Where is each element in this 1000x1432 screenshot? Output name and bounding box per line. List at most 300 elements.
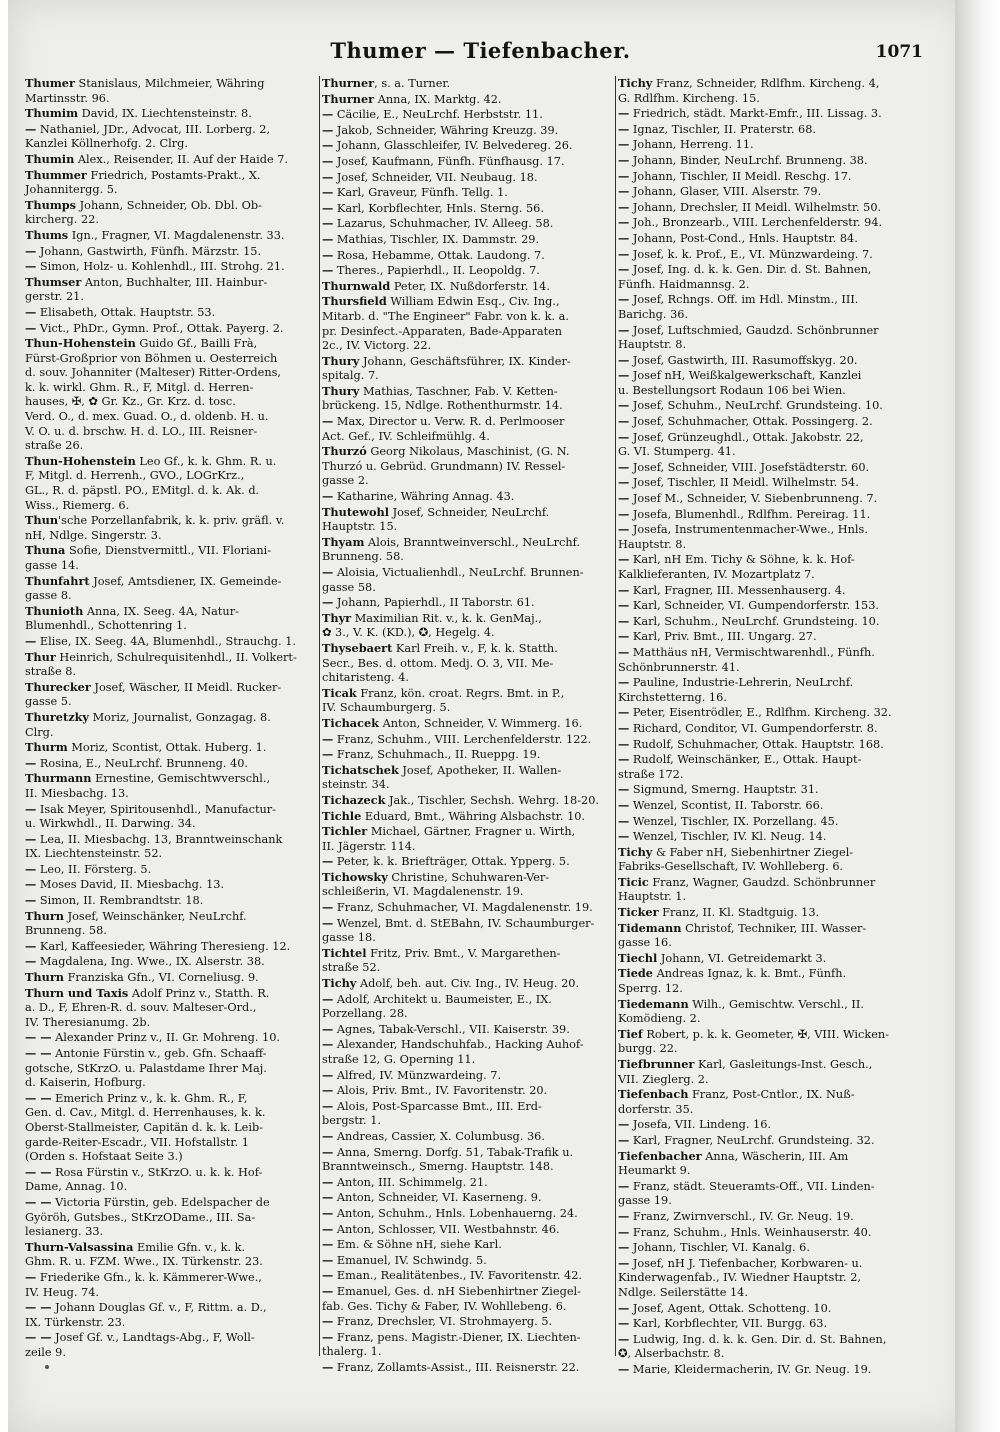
ditto-mark: — bbox=[322, 1021, 334, 1036]
entry-text: Josef, Amtsdiener, IX. Gemeinde- bbox=[89, 574, 282, 588]
directory-entry bbox=[618, 1117, 909, 1133]
ditto-mark: — bbox=[322, 1128, 334, 1143]
directory-entry bbox=[322, 1145, 611, 1161]
directory-entry bbox=[618, 1042, 909, 1057]
entry-text: William Edwin Esq., Civ. Ing., bbox=[386, 295, 560, 309]
entry-text: Johann, Herreng. 11. bbox=[629, 138, 754, 152]
directory-entry bbox=[618, 1012, 909, 1027]
entry-surname: Tichazeck bbox=[322, 792, 386, 807]
entry-text: ✿ 3., V. K. (KD.), ✪, Hegelg. 4. bbox=[322, 626, 495, 640]
directory-entry bbox=[25, 92, 315, 107]
entry-text: Friederike Gfn., k. k. Kämmerer-Wwe., bbox=[36, 1270, 262, 1284]
directory-entry bbox=[322, 763, 611, 779]
directory-entry bbox=[618, 645, 909, 661]
entry-text: Eman., Realitätenbes., IV. Favoritenstr. 42. bbox=[333, 1269, 583, 1283]
directory-entry bbox=[322, 1068, 611, 1084]
directory-entry bbox=[25, 1316, 315, 1331]
entry-surname: Tichler bbox=[322, 824, 368, 839]
entry-text: Victoria Fürstin, geb. Edelspacher de bbox=[51, 1195, 270, 1209]
ditto-mark: — bbox=[322, 263, 334, 278]
ditto-mark: — bbox=[618, 552, 630, 567]
directory-entry bbox=[25, 183, 315, 198]
entry-text: d. souv. Johanniter (Malteser) Ritter-Ordens, bbox=[25, 366, 282, 380]
directory-entry bbox=[25, 336, 315, 352]
ditto-mark: — — bbox=[25, 1330, 52, 1345]
entry-surname: Thysebaert bbox=[322, 640, 393, 655]
entry-text: Franz, kön. croat. Regrs. Bmt. in P., bbox=[356, 686, 565, 700]
directory-entry bbox=[322, 1129, 611, 1145]
ditto-mark: — bbox=[618, 414, 630, 429]
entry-text: G. VI. Stumperg. 41. bbox=[618, 445, 736, 459]
entry-surname: Thumim bbox=[25, 106, 79, 121]
directory-entry bbox=[25, 152, 315, 168]
ditto-mark: — bbox=[618, 522, 630, 537]
entry-text: G. Rdlfhm. Kircheng. 15. bbox=[618, 91, 760, 105]
entry-text: Alfred, IV. Münzwardeing. 7. bbox=[333, 1068, 502, 1082]
print-speck bbox=[45, 1365, 49, 1369]
entry-text: F, Mitgl. d. Herrenh., GVO., LOGrKrz., bbox=[25, 469, 245, 483]
ditto-mark: — bbox=[618, 137, 630, 152]
directory-entry bbox=[322, 595, 611, 611]
directory-entry bbox=[25, 589, 315, 604]
directory-entry bbox=[618, 398, 909, 414]
entry-text: Emanuel, IV. Schwindg. 5. bbox=[333, 1253, 487, 1267]
entry-text: brückeng. 15, Ndlge. Rothenthurmstr. 14. bbox=[322, 399, 563, 413]
entry-text: Elise, IX. Seeg. 4A, Blumenhdl., Strauchg. 1. bbox=[36, 634, 297, 648]
directory-entry bbox=[25, 213, 315, 228]
directory-entry bbox=[25, 543, 315, 559]
ditto-mark: — bbox=[618, 352, 630, 367]
directory-entry bbox=[322, 976, 611, 992]
ditto-mark: — bbox=[618, 1316, 630, 1331]
directory-entry bbox=[322, 1330, 611, 1346]
entry-text: Karl, Fragner, NeuLrchf. Grundsteing. 32. bbox=[629, 1133, 875, 1147]
ditto-mark: — bbox=[322, 1174, 334, 1189]
entry-text: Johann, Schneider, Ob. Dbl. Ob- bbox=[76, 198, 262, 212]
directory-entry bbox=[25, 787, 315, 802]
entry-text: Simon, Holz- u. Kohlenhdl., III. Strohg. 21. bbox=[36, 260, 285, 274]
entry-text: Adolf Prinz v., Statth. R. bbox=[128, 986, 270, 1000]
entry-text: Ign., Fragner, VI. Magdalenenstr. 33. bbox=[68, 228, 285, 242]
directory-entry bbox=[322, 701, 611, 716]
column-2 bbox=[319, 76, 615, 1374]
entry-text: Franz, Schuhm., VIII. Lerchenfelderstr. 122. bbox=[333, 732, 592, 746]
entry-surname: Tidemann bbox=[618, 920, 682, 935]
entry-text: Nathaniel, JDr., Advocat, III. Lorberg. 2, bbox=[36, 122, 271, 136]
entry-text: Mathias, Tischler, IX. Dammstr. 29. bbox=[333, 232, 540, 246]
entry-text: Franz, Schuhmach., II. Rueppg. 19. bbox=[333, 748, 541, 762]
directory-entry bbox=[25, 909, 315, 925]
directory-entry bbox=[322, 900, 611, 916]
directory-entry bbox=[322, 430, 611, 445]
entry-text: spitalg. 7. bbox=[322, 369, 379, 383]
directory-entry bbox=[322, 76, 611, 92]
entry-text: Anna, IX. Seeg. 4A, Natur- bbox=[83, 604, 239, 618]
directory-entry bbox=[322, 686, 611, 702]
ditto-mark: — bbox=[618, 1178, 630, 1193]
ditto-mark: — bbox=[25, 1269, 37, 1284]
entry-text: Brunneng. 58. bbox=[322, 550, 404, 564]
directory-entry bbox=[618, 814, 909, 830]
ditto-mark: — bbox=[322, 216, 334, 231]
directory-entry bbox=[322, 232, 611, 248]
directory-entry bbox=[618, 1332, 909, 1348]
directory-entry bbox=[322, 626, 611, 641]
directory-entry bbox=[322, 1206, 611, 1222]
directory-entry bbox=[618, 76, 909, 92]
ditto-mark: — bbox=[618, 262, 630, 277]
ditto-mark: — bbox=[322, 747, 334, 762]
entry-text: dorferstr. 35. bbox=[618, 1102, 694, 1116]
entry-surname: Thun bbox=[25, 513, 59, 528]
directory-entry bbox=[25, 122, 315, 138]
entry-text: Marie, Kleidermacherin, IV. Gr. Neug. 19. bbox=[629, 1362, 872, 1376]
entry-text: V. O. u. d. brschw. H. d. LO., III. Reisner- bbox=[25, 424, 258, 438]
directory-entry bbox=[25, 366, 315, 381]
directory-entry bbox=[618, 1225, 909, 1241]
directory-entry bbox=[25, 1001, 315, 1016]
directory-entry bbox=[25, 259, 315, 275]
directory-entry bbox=[25, 832, 315, 848]
directory-entry bbox=[618, 445, 909, 460]
entry-text: gasse 18. bbox=[322, 931, 376, 945]
entry-surname: Thurm bbox=[25, 740, 68, 755]
entry-surname: Thunioth bbox=[25, 603, 84, 618]
entry-text: Johann, Drechsler, II Meidl. Wilhelmstr. 50. bbox=[629, 200, 882, 214]
directory-entry bbox=[618, 1286, 909, 1301]
entry-text: Johann, Gastwirth, Fünfh. Märzstr. 15. bbox=[36, 244, 262, 258]
directory-entry bbox=[322, 961, 611, 976]
directory-entry bbox=[618, 231, 909, 247]
entry-text: Wenzel, Tischler, IV. Kl. Neug. 14. bbox=[629, 830, 827, 844]
ditto-mark: — bbox=[618, 1255, 630, 1270]
entry-text: Anton, Buchhalter, III. Hainbur- bbox=[81, 275, 268, 289]
entry-surname: Thyam bbox=[322, 534, 365, 549]
directory-entry bbox=[618, 661, 909, 676]
entry-text: fab. Ges. Tichy & Faber, IV. Wohllebeng. 6. bbox=[322, 1299, 567, 1313]
directory-entry bbox=[322, 1345, 611, 1360]
entry-text: thalerg. 1. bbox=[322, 1345, 382, 1359]
directory-entry bbox=[618, 475, 909, 491]
entry-text: Karl Freih. v., F, k. k. Statth. bbox=[392, 641, 558, 655]
directory-entry bbox=[618, 568, 909, 583]
entry-text: Alexander, Handschuhfab., Hacking Auhof- bbox=[333, 1038, 584, 1052]
directory-entry bbox=[618, 845, 909, 861]
directory-entry bbox=[618, 598, 909, 614]
entry-text: Adolf, Architekt u. Baumeister, E., IX. bbox=[333, 992, 552, 1006]
entry-surname: Thun-Hohenstein bbox=[25, 336, 136, 351]
entry-text: Aloisia, Victualienhdl., NeuLrchf. Brunnen- bbox=[333, 566, 584, 579]
entry-text: Karl, nH Em. Tichy & Söhne, k. k. Hof- bbox=[629, 553, 855, 567]
ditto-mark: — bbox=[618, 1331, 630, 1346]
ditto-mark: — bbox=[618, 582, 630, 597]
entry-surname: Thumin bbox=[25, 151, 75, 166]
directory-entry bbox=[25, 954, 315, 970]
directory-entry bbox=[322, 611, 611, 627]
directory-entry bbox=[618, 1240, 909, 1256]
entry-text: Max, Director u. Verw. R. d. Perlmooser bbox=[333, 415, 565, 429]
directory-entry bbox=[618, 522, 909, 538]
entry-text: IX. Liechtensteinstr. 52. bbox=[25, 847, 163, 861]
entry-text: Josef, Schneider, VIII. Josefstädterstr. 60. bbox=[629, 460, 870, 474]
ditto-mark: — bbox=[322, 1144, 334, 1159]
entry-text: David, IX. Liechtensteinstr. 8. bbox=[78, 107, 252, 121]
directory-entry bbox=[25, 986, 315, 1002]
entry-text: Andreas, Cassier, X. Columbusg. 36. bbox=[333, 1129, 545, 1143]
entry-text: Peter, IX. Nußdorferstr. 14. bbox=[390, 279, 550, 293]
directory-entry bbox=[618, 829, 909, 845]
entry-text: Johann, Glasschleifer, IV. Belvedereg. 26. bbox=[333, 139, 573, 153]
entry-text: Act. Gef., IV. Schleifmühlg. 4. bbox=[322, 429, 490, 443]
entry-text: Andreas Ignaz, k. k. Bmt., Fünfh. bbox=[652, 967, 847, 981]
entry-text: Gen. d. Cav., Mitgl. d. Herrenhauses, k. k. bbox=[25, 1106, 266, 1120]
ditto-mark: — bbox=[618, 1117, 630, 1132]
entry-text: gasse 2. bbox=[322, 474, 369, 488]
directory-entry bbox=[322, 1284, 611, 1300]
ditto-mark: — bbox=[322, 489, 334, 504]
ditto-mark: — bbox=[618, 1224, 630, 1239]
entry-surname: Thurmann bbox=[25, 771, 92, 786]
ditto-mark: — bbox=[618, 1132, 630, 1147]
entry-text: Johann, Geschäftsführer, IX. Kinder- bbox=[359, 354, 571, 368]
entry-surname: Tichy bbox=[618, 844, 653, 859]
directory-entry bbox=[322, 414, 611, 430]
directory-entry bbox=[618, 278, 909, 293]
directory-entry bbox=[618, 1271, 909, 1286]
directory-entry bbox=[322, 520, 611, 535]
page-header bbox=[8, 38, 953, 74]
directory-entry bbox=[322, 1099, 611, 1115]
directory-entry bbox=[25, 619, 315, 634]
directory-entry bbox=[322, 565, 611, 581]
entry-text: 'sche Porzellanfabrik, k. k. priv. gräfl. v. bbox=[58, 514, 285, 528]
directory-entry bbox=[25, 439, 315, 454]
directory-entry bbox=[25, 665, 315, 680]
entry-text: straße 172. bbox=[618, 767, 684, 781]
entry-text: Wenzel, Bmt. d. StEBahn, IV. Schaumburger- bbox=[333, 916, 595, 930]
column-3 bbox=[615, 76, 913, 1376]
entry-text: Friedrich, städt. Markt-Emfr., III. Lissag. 3. bbox=[629, 107, 882, 121]
entry-text: Johann, Post-Cond., Hnls. Hauptstr. 84. bbox=[629, 231, 858, 245]
entry-text: Wenzel, Scontist, II. Taborstr. 66. bbox=[629, 798, 824, 812]
directory-entry bbox=[618, 247, 909, 263]
ditto-mark: — bbox=[618, 152, 630, 167]
directory-entry bbox=[618, 997, 909, 1013]
entry-text: Oberst-Stallmeister, Capitän d. k. k. Leib- bbox=[25, 1120, 264, 1134]
entry-text: gasse 19. bbox=[618, 1194, 672, 1208]
directory-entry bbox=[25, 1091, 315, 1107]
entry-text: hauses, ✠, ✿ Gr. Kz., Gr. Krz. d. tosc. bbox=[25, 395, 236, 409]
ditto-mark: — bbox=[618, 506, 630, 521]
directory-entry bbox=[322, 992, 611, 1008]
directory-entry bbox=[618, 1362, 909, 1378]
entry-text: Györöh, Gutsbes., StKrzODame., III. Sa- bbox=[25, 1210, 256, 1224]
entry-text: Josef nH, Weißkalgewerkschaft, Kanzlei bbox=[629, 369, 862, 383]
ditto-mark: — bbox=[618, 429, 630, 444]
entry-surname: Thurn-Valsassina bbox=[25, 1239, 134, 1254]
directory-entry bbox=[25, 1270, 315, 1286]
directory-entry bbox=[322, 1237, 611, 1253]
entry-text: zeile 9. bbox=[25, 1345, 66, 1359]
ditto-mark: — bbox=[618, 644, 630, 659]
ditto-mark: — bbox=[25, 877, 37, 892]
directory-entry bbox=[322, 216, 611, 232]
entry-text: Josefa, VII. Lindeng. 16. bbox=[629, 1118, 772, 1132]
entry-text: Franz, Schuhm., Hnls. Weinhauserstr. 40. bbox=[629, 1225, 872, 1239]
directory-entry bbox=[322, 716, 611, 732]
ditto-mark: — bbox=[618, 1208, 630, 1223]
directory-entry bbox=[618, 875, 909, 891]
entry-text: Franz, städt. Steueramts-Off., VII. Linden- bbox=[629, 1179, 875, 1193]
entry-text: Franz, Zollamts-Assist., III. Reisnerstr. 22. bbox=[333, 1360, 580, 1374]
directory-entry bbox=[25, 740, 315, 756]
entry-text: Joh., Bronzearb., VIII. Lerchenfelderstr. 94. bbox=[629, 216, 883, 230]
directory-entry bbox=[322, 154, 611, 170]
ditto-mark: — bbox=[322, 1268, 334, 1283]
page-number: 1071 bbox=[875, 42, 923, 62]
ditto-mark: — bbox=[618, 1361, 630, 1376]
directory-entry bbox=[618, 1057, 909, 1073]
entry-text: 2c., IV. Victorg. 22. bbox=[322, 339, 432, 353]
entry-text: Dame, Annag. 10. bbox=[25, 1180, 128, 1194]
ditto-mark: — bbox=[322, 1359, 334, 1374]
directory-entry bbox=[25, 939, 315, 955]
ditto-mark: — bbox=[618, 199, 630, 214]
entry-text: IX. Türkenstr. 23. bbox=[25, 1315, 126, 1329]
entry-text: Antonie Fürstin v., geb. Gfn. Schaaff- bbox=[51, 1047, 267, 1060]
entry-surname: Thumser bbox=[25, 274, 82, 289]
directory-entry bbox=[322, 325, 611, 340]
entry-text: IV. Theresianumg. 2b. bbox=[25, 1015, 151, 1029]
ditto-mark: — — bbox=[25, 1164, 52, 1179]
directory-entry bbox=[618, 368, 909, 384]
entry-text: Wilh., Gemischtw. Verschl., II. bbox=[688, 997, 864, 1011]
directory-entry bbox=[25, 513, 315, 529]
entry-text: Franz, Schuhmacher, VI. Magdalenenstr. 19. bbox=[333, 901, 593, 915]
entry-text: Ludwig, Ing. d. k. k. Gen. Dir. d. St. Bahnen, bbox=[629, 1332, 887, 1346]
ditto-mark: — bbox=[618, 782, 630, 797]
entry-surname: Thurecker bbox=[25, 679, 91, 694]
entry-surname: Thuna bbox=[25, 543, 66, 558]
entry-text: u. Wirkwhdl., II. Darwing. 34. bbox=[25, 817, 196, 831]
entry-text: Michael, Gärtner, Fragner u. Wirth, bbox=[367, 825, 576, 839]
entry-text: Karl, Priv. Bmt., III. Ungarg. 27. bbox=[629, 630, 817, 644]
ditto-mark: — bbox=[322, 153, 334, 168]
directory-entry bbox=[618, 460, 909, 476]
ditto-mark: — bbox=[618, 475, 630, 490]
entry-text: Anton, III. Schimmelg. 21. bbox=[333, 1175, 488, 1189]
ditto-mark: — bbox=[322, 1329, 334, 1344]
entry-surname: Tiechl bbox=[618, 950, 658, 965]
directory-entry bbox=[618, 921, 909, 937]
entry-text: Ernestine, Gemischtwverschl., bbox=[91, 772, 271, 786]
entry-text: kircherg. 22. bbox=[25, 213, 99, 227]
entry-text: Porzellang. 28. bbox=[322, 1007, 408, 1021]
entry-text: Fritz, Priv. Bmt., V. Margarethen- bbox=[366, 946, 561, 960]
entry-text: Franz, Schneider, Rdlfhm. Kircheng. 4, bbox=[652, 77, 880, 90]
entry-text: Karl, Schneider, VI. Gumpendorferstr. 153. bbox=[629, 599, 879, 613]
ditto-mark: — bbox=[25, 633, 37, 648]
directory-entry bbox=[322, 263, 611, 279]
entry-text: Rosa, Hebamme, Ottak. Laudong. 7. bbox=[333, 248, 545, 262]
directory-entry bbox=[25, 650, 315, 666]
directory-entry bbox=[25, 1076, 315, 1091]
directory-entry bbox=[618, 1087, 909, 1103]
directory-entry bbox=[618, 982, 909, 997]
entry-text: Josef, Weinschänker, NeuLrchf. bbox=[64, 909, 247, 923]
entry-text: Alois, Post-Sparcasse Bmt., III. Erd- bbox=[333, 1099, 542, 1113]
entry-surname: Thuretzky bbox=[25, 709, 89, 724]
directory-entry bbox=[25, 1062, 315, 1077]
entry-text: Mitarb. d. "The Engineer" Fabr. von k. k. a. bbox=[322, 309, 569, 323]
directory-entry bbox=[25, 198, 315, 214]
ditto-mark: — bbox=[322, 1067, 334, 1082]
directory-entry bbox=[25, 1225, 315, 1240]
entry-text: Clrg. bbox=[25, 725, 54, 739]
directory-entry bbox=[618, 414, 909, 430]
directory-entry bbox=[25, 1330, 315, 1346]
entry-surname: Tiedemann bbox=[618, 996, 689, 1011]
directory-entry bbox=[322, 840, 611, 855]
entry-text: Moses David, II. Miesbachg. 13. bbox=[36, 878, 225, 892]
entry-text: Fabriks-Gesellschaft, IV. Wohlleberg. 6. bbox=[618, 860, 844, 874]
entry-text: Pauline, Industrie-Lehrerin, NeuLrchf. bbox=[629, 676, 854, 690]
directory-entry bbox=[322, 870, 611, 886]
entry-text: Barichg. 36. bbox=[618, 307, 689, 321]
directory-entry bbox=[25, 529, 315, 544]
directory-entry bbox=[25, 1300, 315, 1316]
entry-surname: Tiefenbacher bbox=[618, 1148, 702, 1163]
entry-surname: Thutewohl bbox=[322, 504, 390, 519]
directory-entry bbox=[618, 890, 909, 905]
entry-text: nH, Ndlge. Singerstr. 3. bbox=[25, 528, 162, 542]
entry-text: straße 12, G. Operning 11. bbox=[322, 1053, 476, 1066]
ditto-mark: — — bbox=[25, 1046, 52, 1060]
entry-text: burgg. 22. bbox=[618, 1042, 678, 1056]
directory-entry bbox=[25, 321, 315, 337]
ditto-mark: — bbox=[322, 1237, 334, 1252]
entry-text: Leo Gf., k. k. Ghm. R. u. bbox=[135, 454, 277, 468]
directory-entry bbox=[322, 1314, 611, 1330]
entry-text: gasse 8. bbox=[25, 589, 72, 603]
entry-surname: Thyr bbox=[322, 610, 352, 625]
directory-entry bbox=[322, 339, 611, 354]
directory-entry bbox=[618, 137, 909, 153]
ditto-mark: — bbox=[25, 831, 37, 846]
entry-text: garde-Reiter-Escadr., VII. Hofstallstr. 1 bbox=[25, 1135, 249, 1149]
directory-entry bbox=[25, 290, 315, 305]
ditto-mark: — bbox=[322, 854, 334, 869]
entry-text: Leo, II. Försterg. 5. bbox=[36, 862, 152, 876]
entry-text: Lazarus, Schuhmacher, IV. Alleeg. 58. bbox=[333, 217, 554, 231]
ditto-mark: — bbox=[618, 813, 630, 828]
ditto-mark: — bbox=[25, 320, 37, 335]
entry-text: gasse 16. bbox=[618, 936, 672, 950]
directory-entry bbox=[322, 671, 611, 686]
entry-text: Simon, II. Rembrandtstr. 18. bbox=[36, 894, 204, 908]
directory-entry bbox=[618, 1103, 909, 1118]
entry-text: Rosina, E., NeuLrchf. Brunneng. 40. bbox=[36, 756, 248, 770]
directory-entry bbox=[25, 76, 315, 92]
directory-entry bbox=[25, 1240, 315, 1256]
entry-text: Rudolf, Schuhmacher, Ottak. Hauptstr. 168. bbox=[629, 737, 884, 751]
directory-entry bbox=[322, 444, 611, 460]
entry-text: gotsche, StKrzO. u. Palastdame Ihrer Maj. bbox=[25, 1061, 267, 1075]
directory-entry bbox=[618, 966, 909, 982]
ditto-mark: — — bbox=[25, 1194, 52, 1209]
directory-entry bbox=[618, 583, 909, 599]
ditto-mark: — bbox=[25, 243, 37, 258]
